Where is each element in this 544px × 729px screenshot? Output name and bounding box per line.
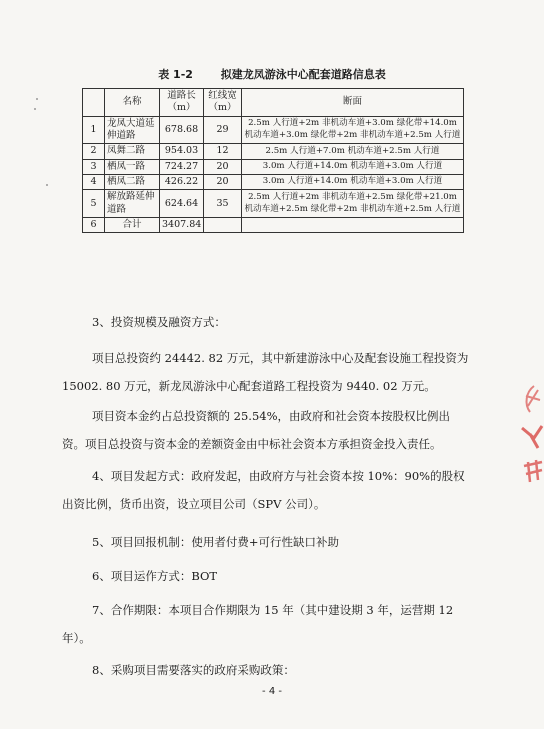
header-index xyxy=(83,89,105,117)
paragraph-return-mechanism: 5、项目回报机制：使用者付费+可行性缺口补助 xyxy=(92,535,339,549)
table-caption xyxy=(0,66,544,82)
row-index: 1 xyxy=(83,116,105,144)
row-index: 3 xyxy=(83,159,105,174)
row-length: 624.64 xyxy=(160,190,204,218)
row-name: 解放路延伸道路 xyxy=(105,190,160,218)
scan-speck xyxy=(36,98,38,100)
row-name: 栖凤一路 xyxy=(105,159,160,174)
row-length: 724.27 xyxy=(160,159,204,174)
row-width: 29 xyxy=(204,116,242,144)
row-section: 3.0m 人行道+14.0m 机动车道+3.0m 人行道 xyxy=(242,159,464,174)
scan-speck xyxy=(34,108,36,110)
table-row xyxy=(83,175,464,190)
table-row xyxy=(83,190,464,218)
row-length: 678.68 xyxy=(160,116,204,144)
row-index: 2 xyxy=(83,144,105,159)
header-width: 红线宽（m） xyxy=(204,89,242,117)
row-section: 3.0m 人行道+14.0m 机动车道+3.0m 人行道 xyxy=(242,175,464,190)
heading-investment: 3、投资规模及融资方式： xyxy=(92,315,226,329)
total-name: 合计 xyxy=(105,218,160,233)
table-row xyxy=(83,116,464,144)
header-name: 名称 xyxy=(105,89,160,117)
row-width: 20 xyxy=(204,159,242,174)
paragraph-operation-mode: 6、项目运作方式：BOT xyxy=(92,569,218,583)
paragraph-capital: 项目资本金约占总投资额的 25.54%，由政府和社会资本按股权比例出资。项目总投资与资本金的差额资金由中标社会资本方承担资金投入责任。 xyxy=(62,409,451,451)
row-name: 龙凤大道延伸道路 xyxy=(105,116,160,144)
table-row xyxy=(83,144,464,159)
red-seal-stamp-icon xyxy=(516,382,544,492)
page-number: - 4 - xyxy=(262,686,282,697)
header-length: 道路长（m） xyxy=(160,89,204,117)
total-length: 3407.84 xyxy=(160,218,204,233)
paragraph-cooperation-period: 7、合作期限：本项目合作期限为 15 年（其中建设期 3 年，运营期 12 年）。 xyxy=(62,603,454,645)
paragraph-total-investment: 项目总投资约 24442. 82 万元，其中新建游泳中心及配套设施工程投资为 15002. 80 万元，新龙凤游泳中心配套道路工程投资为 9440. 02 万元。 xyxy=(62,351,469,393)
row-section: 2.5m 人行道+7.0m 机动车道+2.5m 人行道 xyxy=(242,144,464,159)
header-section: 断面 xyxy=(242,89,464,117)
table-caption-title: 拟建龙凤游泳中心配套道路信息表 xyxy=(220,68,386,81)
row-section: 2.5m 人行道+2m 非机动车道+3.0m 绿化带+14.0m 机动车道+3.0m 绿化带+2m 非机动车道+2.5m 人行道 xyxy=(242,116,464,144)
total-index: 6 xyxy=(83,218,105,233)
row-index: 4 xyxy=(83,175,105,190)
row-name: 凤舞二路 xyxy=(105,144,160,159)
row-width: 35 xyxy=(204,190,242,218)
scan-speck xyxy=(46,184,48,186)
row-width: 20 xyxy=(204,175,242,190)
row-section: 2.5m 人行道+2m 非机动车道+2.5m 绿化带+21.0m 机动车道+2.5m 绿化带+2m 非机动车道+2.5m 人行道 xyxy=(242,190,464,218)
paragraph-initiation: 4、项目发起方式：政府发起，由政府方与社会资本按 10%：90%的股权出资比例，货币出资，设立项目公司（SPV 公司）。 xyxy=(62,469,465,511)
row-length: 426.22 xyxy=(160,175,204,190)
table-total-row xyxy=(83,218,464,233)
total-section xyxy=(242,218,464,233)
table-header-row xyxy=(83,89,464,117)
table-row xyxy=(83,159,464,174)
row-name: 栖凤二路 xyxy=(105,175,160,190)
paragraph-procurement-policy: 8、采购项目需要落实的政府采购政策： xyxy=(92,663,295,677)
row-length: 954.03 xyxy=(160,144,204,159)
row-index: 5 xyxy=(83,190,105,218)
total-width xyxy=(204,218,242,233)
table-caption-number: 表 1-2 xyxy=(158,68,193,81)
road-info-table xyxy=(82,88,464,233)
row-width: 12 xyxy=(204,144,242,159)
